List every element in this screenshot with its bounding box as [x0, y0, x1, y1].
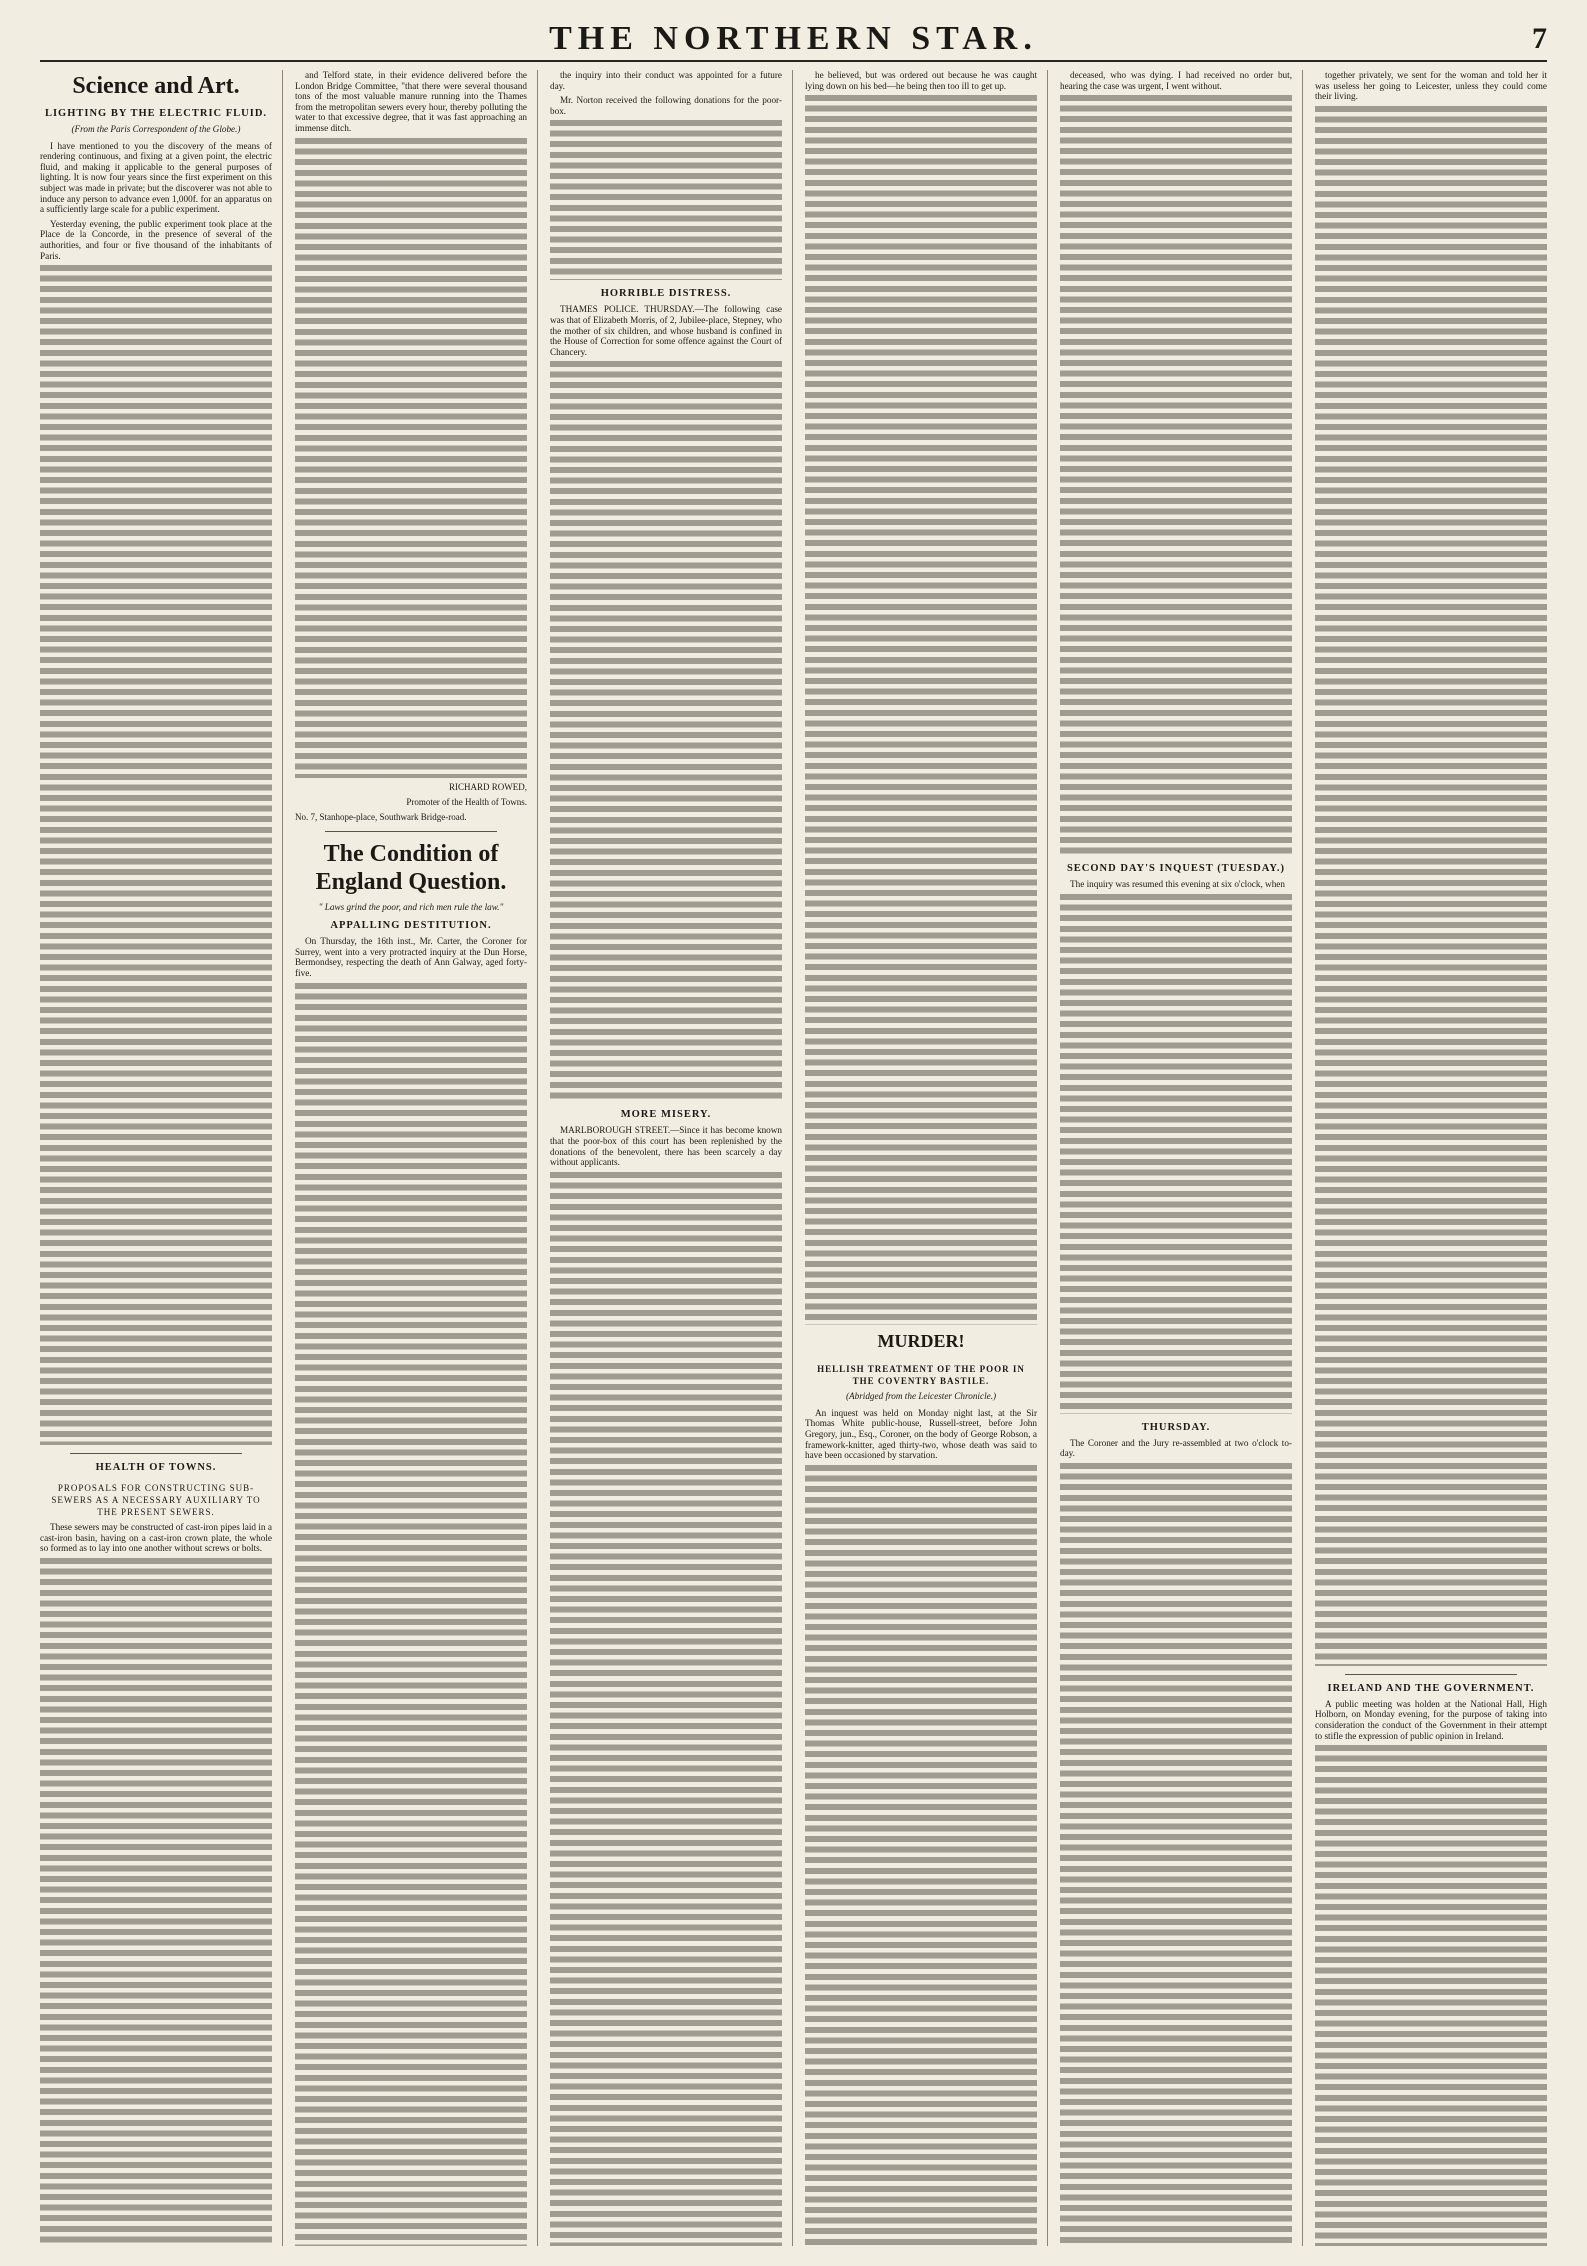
column-4	[805, 70, 1048, 2246]
article-headline: HEALTH OF TOWNS.	[95, 1462, 217, 1474]
article-paragraph: MARLBOROUGH STREET.—Since it has become known that the poor-box of this court has been replenished by the donations of the benevolent, there has been scarcely a day without applicants.	[550, 1125, 782, 1168]
text-body	[295, 983, 527, 2246]
article-headline: SECOND DAY'S INQUEST (TUESDAY.)	[1066, 863, 1286, 875]
text-body	[1060, 894, 1292, 1414]
article-headline: APPALLING DESTITUTION.	[330, 920, 492, 932]
column-6	[1315, 70, 1547, 2246]
article-subheadline: HELLISH TREATMENT OF THE POOR IN THE COVENTRY BASTILE.	[817, 1364, 1025, 1387]
signature-name: RICHARD ROWED,	[449, 781, 527, 792]
section-heading-condition: The Condition of England Question.	[315, 840, 507, 895]
article-paragraph: A public meeting was holden at the National Hall, High Holborn, on Monday evening, for the purpose of taking into consideration the conduct of the Government in their attempt to stifle the expression of public opinion in Ireland.	[1315, 1698, 1547, 1741]
article-paragraph: On Thursday, the 16th inst., Mr. Carter, the Coroner for Surrey, went into a very protracted inquiry at the Dun Horse, Bermondsey, respecting the death of Ann Galway, aged forty-five.	[295, 936, 527, 978]
article-subheadline: PROPOSALS FOR CONSTRUCTING SUB-SEWERS AS A NECESSARY AUXILIARY TO THE PRESENT SEWERS.	[51, 1483, 261, 1518]
text-body	[1315, 106, 1547, 1666]
text-body	[1315, 1745, 1547, 2246]
divider	[70, 1453, 242, 1454]
article-dateline: (From the Paris Correspondent of the Globe.)	[71, 124, 241, 134]
masthead	[40, 18, 1547, 62]
text-body	[1060, 1463, 1292, 2246]
column-2	[295, 70, 538, 2246]
article-paragraph: The Coroner and the Jury re-assembled at two o'clock to-day.	[1060, 1437, 1292, 1459]
signature-address: No. 7, Stanhope-place, Southwark Bridge-road.	[295, 811, 467, 822]
section-heading-science: Science and Art.	[72, 73, 240, 99]
text-body	[295, 138, 527, 778]
text-body	[550, 1172, 782, 2246]
article-paragraph: An inquest was held on Monday night last, at the Sir Thomas White public-house, Russell-street, before John Gregory, jun., Esq., Coroner, on the body of George Robson, a framework-knitter, aged thirty-two, whose death was said to have been occasioned by starvation.	[805, 1407, 1037, 1461]
article-headline: HORRIBLE DISTRESS.	[600, 288, 732, 300]
divider	[1345, 1674, 1517, 1675]
article-paragraph: I have mentioned to you the discovery of the means of rendering continuous, and fixing at a given point, the electric fluid, and making it applicable to the general purposes of lighting. It is now four years since the first experiment on this subject was made in private; but the discoverer was not able to induce any person to advance even 1,000f. for an apparatus on a sufficiently large scale for a public experiment.	[40, 140, 272, 215]
page-number: 7	[1532, 22, 1547, 55]
column-5	[1060, 70, 1303, 2246]
text-body	[805, 95, 1037, 1325]
columns	[40, 70, 1547, 2246]
text-body	[40, 265, 272, 1445]
article-paragraph: THAMES POLICE. THURSDAY.—The following case was that of Elizabeth Morris, of 2, Jubilee-place, Stepney, who the mother of six children, and whose husband is confined in the House of Correction for some offence against the Court of Chancery.	[550, 304, 782, 357]
article-paragraph: The inquiry was resumed this evening at six o'clock, when	[1070, 879, 1285, 890]
signature-title: Promoter of the Health of Towns.	[406, 796, 527, 807]
article-paragraph: he believed, but was ordered out because he was caught lying down on his bed—he being then too ill to get up.	[805, 70, 1037, 91]
article-paragraph: deceased, who was dying. I had received no order but, hearing the case was urgent, I went without.	[1060, 70, 1292, 91]
article-paragraph: Yesterday evening, the public experiment took place at the Place de la Concorde, in the presence of several of the authorities, and four or five thousand of the inhabitants of Paris.	[40, 218, 272, 261]
article-headline: MURDER!	[877, 1331, 965, 1352]
article-headline: IRELAND AND THE GOVERNMENT.	[1327, 1682, 1535, 1694]
article-headline: THURSDAY.	[1141, 1421, 1211, 1433]
article-headline: LIGHTING BY THE ELECTRIC FLUID.	[44, 108, 268, 119]
article-paragraph: These sewers may be constructed of cast-iron pipes laid in a cast-iron basin, having on a cast-iron crown plate, the whole so formed as to lay into one another without screws or bolts.	[40, 1522, 272, 1554]
article-paragraph: and Telford state, in their evidence delivered before the London Bridge Committee, "that there were several thousand tons of the most valuable manure running into the Thames from the metropolitan sewers every hour, thereby polluting the water to that excessive degree, that it was fast approaching an immense ditch.	[295, 70, 527, 133]
article-dateline: (Abridged from the Leicester Chronicle.)	[845, 1391, 997, 1402]
text-body	[550, 120, 782, 280]
text-body	[1060, 95, 1292, 855]
text-body	[40, 1558, 272, 2246]
text-body	[550, 361, 782, 1101]
section-epigraph: " Laws grind the poor, and rich men rule the law."	[318, 901, 504, 912]
text-body	[805, 1465, 1037, 2246]
article-paragraph: together privately, we sent for the woman and told her it was useless her going to Leicester, unless they could come their living.	[1315, 70, 1547, 102]
newspaper-title: THE NORTHERN STAR.	[549, 20, 1038, 57]
column-1	[40, 70, 283, 2246]
divider	[325, 831, 497, 832]
article-paragraph: Mr. Norton received the following donations for the poor-box.	[550, 95, 782, 116]
article-headline: MORE MISERY.	[620, 1109, 712, 1121]
column-3	[550, 70, 793, 2246]
article-paragraph: the inquiry into their conduct was appointed for a future day.	[550, 70, 782, 91]
